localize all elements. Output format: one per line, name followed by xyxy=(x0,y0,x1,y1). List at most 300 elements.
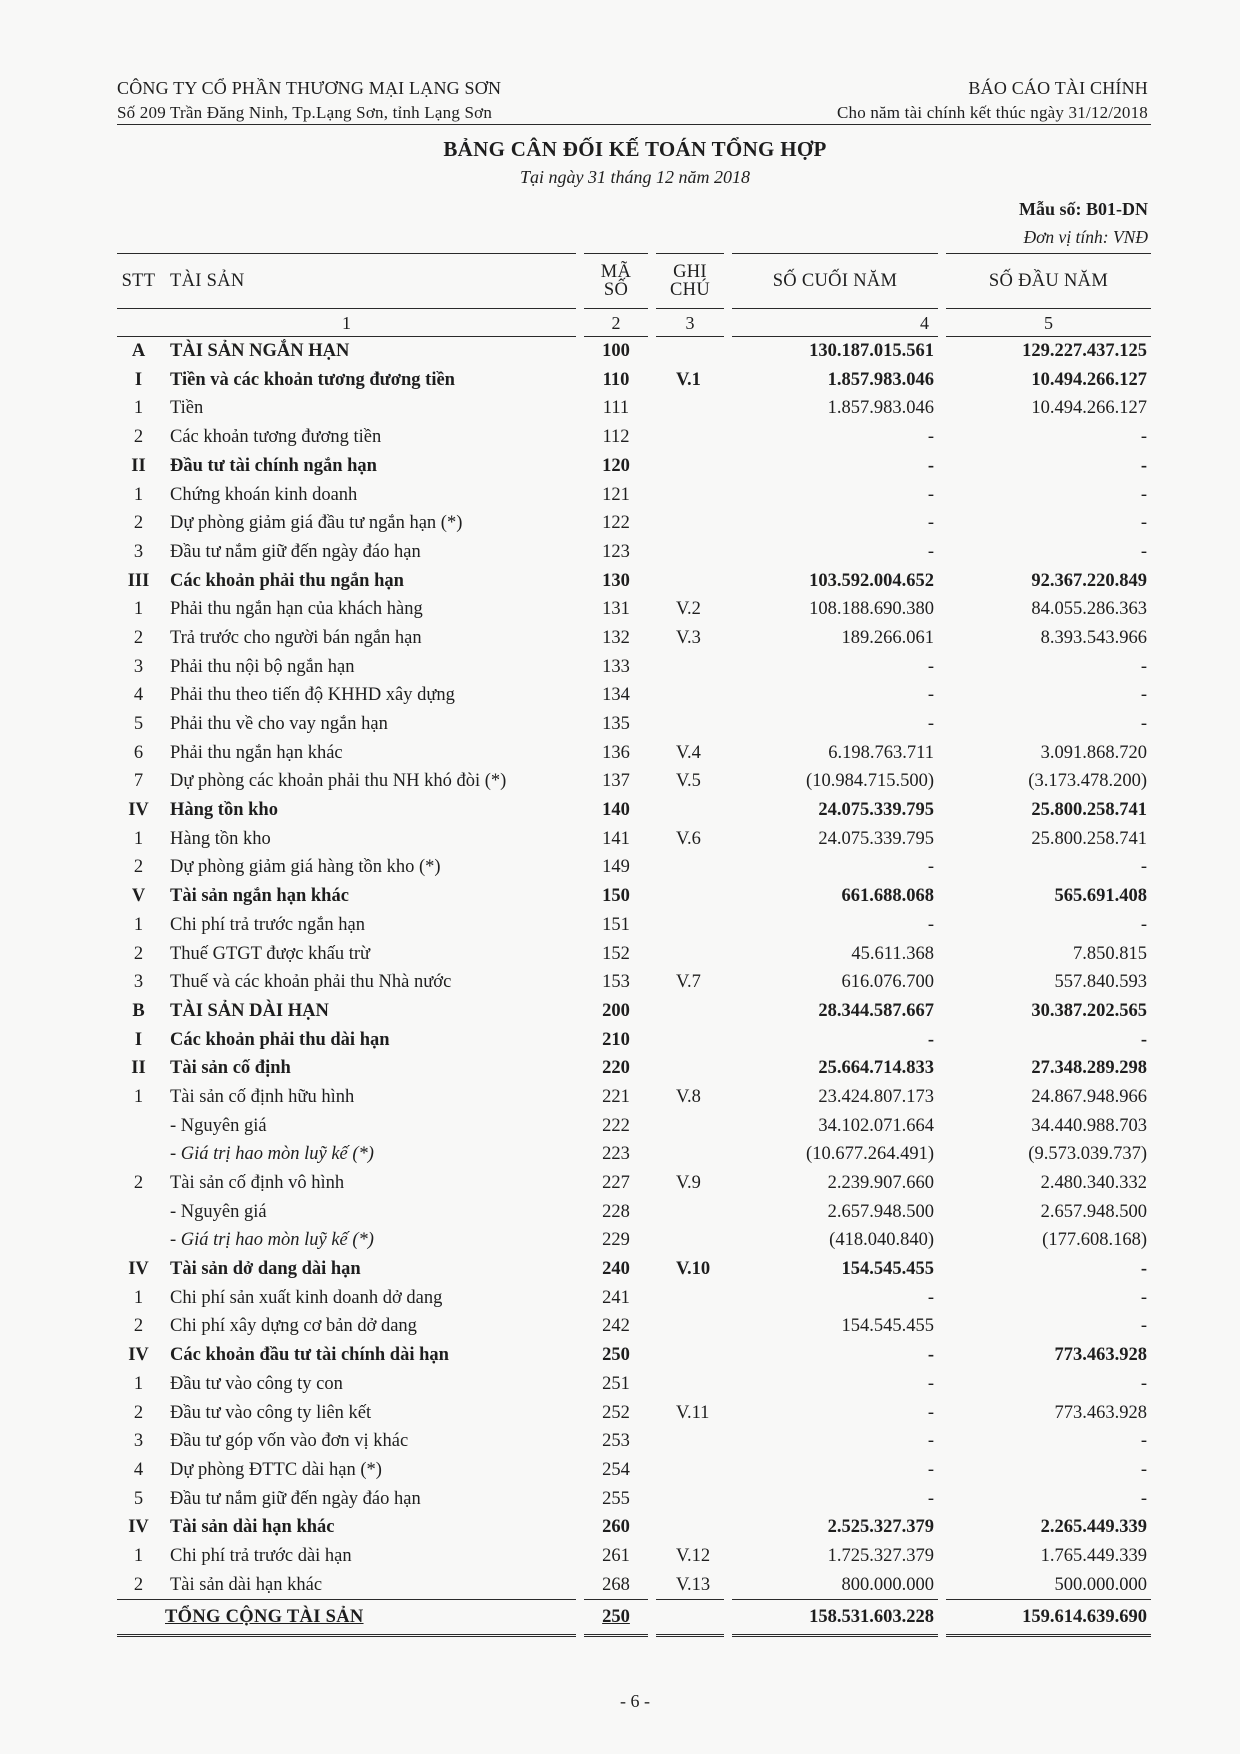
row-label: Tài sản cố định hữu hình xyxy=(170,1086,355,1107)
row-stt: 5 xyxy=(133,714,144,735)
row-begin-year-value: - xyxy=(1140,1259,1147,1280)
report-period: Cho năm tài chính kết thúc ngày 31/12/2018 xyxy=(836,103,1148,122)
column-number-row xyxy=(117,309,1151,337)
company-address: Số 209 Trần Đăng Ninh, Tp.Lạng Sơn, tỉnh Lạng Sơn xyxy=(117,103,493,122)
row-note xyxy=(656,796,724,825)
row-end-year-value: 1.857.983.046 xyxy=(827,369,934,390)
row-note xyxy=(656,1112,724,1141)
row-label: - Giá trị hao mòn luỹ kế (*) xyxy=(170,1230,374,1251)
row-code: 132 xyxy=(602,627,630,648)
row-end-year-value: (418.040.840) xyxy=(829,1230,934,1251)
form-code: Mẫu số: B01-DN xyxy=(1019,199,1148,219)
row-note xyxy=(656,567,724,596)
row-code: 141 xyxy=(602,828,630,849)
row-note xyxy=(656,1513,724,1542)
row-end-year-value: - xyxy=(927,1287,934,1308)
row-code: 100 xyxy=(602,341,630,362)
row-code: 150 xyxy=(602,886,630,907)
row-stt: 1 xyxy=(133,914,144,935)
row-end-year-value: - xyxy=(927,455,934,476)
report-type: BÁO CÁO TÀI CHÍNH xyxy=(968,78,1148,98)
row-end-year-value: 2.239.907.660 xyxy=(827,1173,934,1194)
row-note: V.5 xyxy=(676,771,701,792)
table-row xyxy=(117,1255,1151,1284)
row-note xyxy=(656,997,724,1026)
total-end-year-value: 158.531.603.228 xyxy=(732,1599,938,1637)
column-number: 5 xyxy=(946,309,1151,337)
table-row xyxy=(117,1542,1151,1571)
row-code: 223 xyxy=(602,1144,630,1165)
header-code-line2: SỐ xyxy=(603,280,629,300)
row-code: 250 xyxy=(602,1345,630,1366)
row-code: 134 xyxy=(602,685,630,706)
row-stt xyxy=(117,1112,160,1141)
row-stt: III xyxy=(127,570,150,591)
row-label: Phải thu ngắn hạn khác xyxy=(170,742,343,763)
row-stt: 2 xyxy=(133,1173,144,1194)
row-end-year-value: 661.688.068 xyxy=(841,886,934,907)
row-label: Hàng tồn kho xyxy=(170,828,271,849)
row-begin-year-value: 25.800.258.741 xyxy=(1031,800,1147,821)
table-row xyxy=(117,1571,1151,1600)
row-stt: 1 xyxy=(133,1373,144,1394)
row-note xyxy=(656,538,724,567)
table-row xyxy=(117,710,1151,739)
row-label: Tiền và các khoản tương đương tiền xyxy=(170,369,455,390)
row-note xyxy=(656,1198,724,1227)
row-label: - Nguyên giá xyxy=(170,1201,267,1222)
row-note xyxy=(656,882,724,911)
row-end-year-value: 2.525.327.379 xyxy=(827,1517,934,1538)
row-label: Chi phí trả trước ngắn hạn xyxy=(170,914,365,935)
row-label: Chi phí sản xuất kinh doanh dở dang xyxy=(170,1287,443,1308)
row-code: 227 xyxy=(602,1173,630,1194)
table-row xyxy=(117,653,1151,682)
row-label: Đầu tư vào công ty liên kết xyxy=(170,1402,372,1423)
row-stt: 2 xyxy=(133,943,144,964)
row-stt: 3 xyxy=(133,972,144,993)
total-section xyxy=(117,1599,1151,1637)
row-end-year-value: 154.545.455 xyxy=(841,1259,934,1280)
table-row xyxy=(117,480,1151,509)
table-row xyxy=(117,624,1151,653)
table-row xyxy=(117,1169,1151,1198)
table-row xyxy=(117,1198,1151,1227)
table-row xyxy=(117,567,1151,596)
row-stt: 5 xyxy=(133,1488,144,1509)
row-end-year-value: 189.266.061 xyxy=(841,627,934,648)
row-code: 135 xyxy=(602,714,630,735)
row-note xyxy=(656,452,724,481)
row-stt: IV xyxy=(128,1345,149,1366)
row-end-year-value: 6.198.763.711 xyxy=(828,742,934,763)
row-label: Tài sản ngắn hạn khác xyxy=(170,886,349,907)
row-label: Các khoản đầu tư tài chính dài hạn xyxy=(170,1345,449,1366)
row-label: Đầu tư tài chính ngắn hạn xyxy=(170,455,377,476)
row-label: Đầu tư nắm giữ đến ngày đáo hạn xyxy=(170,541,421,562)
table-row xyxy=(117,1485,1151,1514)
row-code: 122 xyxy=(602,513,630,534)
row-end-year-value: 800.000.000 xyxy=(841,1574,934,1595)
row-end-year-value: - xyxy=(927,1402,934,1423)
row-begin-year-value: - xyxy=(1140,1029,1147,1050)
row-code: 149 xyxy=(602,857,630,878)
row-label: Thuế và các khoản phải thu Nhà nước xyxy=(170,972,452,993)
row-end-year-value: 24.075.339.795 xyxy=(818,800,934,821)
row-label: Trả trước cho người bán ngắn hạn xyxy=(170,627,422,648)
table-row xyxy=(117,911,1151,940)
row-begin-year-value: 84.055.286.363 xyxy=(1031,599,1147,620)
row-stt: B xyxy=(132,1000,145,1021)
column-number: 3 xyxy=(656,309,724,337)
row-end-year-value: 130.187.015.561 xyxy=(809,341,934,362)
row-stt xyxy=(117,1226,160,1255)
row-begin-year-value: 7.850.815 xyxy=(1073,943,1147,964)
row-stt: 3 xyxy=(133,541,144,562)
row-stt: IV xyxy=(128,1517,149,1538)
row-begin-year-value: - xyxy=(1140,685,1147,706)
row-note xyxy=(656,1226,724,1255)
row-begin-year-value: 8.393.543.966 xyxy=(1040,627,1147,648)
row-begin-year-value: - xyxy=(1140,857,1147,878)
table-row xyxy=(117,1054,1151,1083)
row-label: Dự phòng các khoản phải thu NH khó đòi (*) xyxy=(170,771,507,792)
row-note xyxy=(656,1026,724,1055)
row-end-year-value: 1.857.983.046 xyxy=(827,398,934,419)
row-begin-year-value: 2.657.948.500 xyxy=(1040,1201,1147,1222)
row-stt: I xyxy=(134,1029,143,1050)
row-begin-year-value: 27.348.289.298 xyxy=(1031,1058,1147,1079)
row-code: 268 xyxy=(602,1574,630,1595)
row-note xyxy=(656,1456,724,1485)
row-begin-year-value: - xyxy=(1140,484,1147,505)
row-code: 210 xyxy=(602,1029,630,1050)
row-label: Chứng khoán kinh doanh xyxy=(170,484,358,505)
row-begin-year-value: 92.367.220.849 xyxy=(1031,570,1147,591)
row-end-year-value: 616.076.700 xyxy=(841,972,934,993)
row-code: 242 xyxy=(602,1316,630,1337)
row-note: V.13 xyxy=(676,1574,711,1595)
row-label: Chi phí xây dựng cơ bản dở dang xyxy=(170,1316,417,1337)
table-row xyxy=(117,1398,1151,1427)
row-stt: 4 xyxy=(133,685,144,706)
row-stt: 2 xyxy=(133,427,144,448)
row-label: Phải thu về cho vay ngắn hạn xyxy=(170,714,388,735)
header-stt-item xyxy=(117,253,576,309)
header-note xyxy=(656,253,724,309)
table-row xyxy=(117,423,1151,452)
table-row xyxy=(117,1427,1151,1456)
row-end-year-value: 28.344.587.667 xyxy=(818,1000,934,1021)
row-stt: 2 xyxy=(133,1402,144,1423)
table-row xyxy=(117,997,1151,1026)
row-end-year-value: - xyxy=(927,1459,934,1480)
row-stt xyxy=(117,1198,160,1227)
row-note xyxy=(656,337,724,366)
row-code: 254 xyxy=(602,1459,630,1480)
row-code: 112 xyxy=(602,427,630,448)
row-note xyxy=(656,423,724,452)
row-begin-year-value: - xyxy=(1140,455,1147,476)
column-number: 1 xyxy=(117,309,576,337)
row-code: 121 xyxy=(602,484,630,505)
row-begin-year-value: - xyxy=(1140,541,1147,562)
row-note: V.6 xyxy=(676,828,701,849)
row-code: 123 xyxy=(602,541,630,562)
row-end-year-value: (10.677.264.491) xyxy=(806,1144,934,1165)
row-code: 133 xyxy=(602,656,630,677)
row-stt: I xyxy=(134,369,143,390)
table-row xyxy=(117,509,1151,538)
row-stt: 1 xyxy=(133,599,144,620)
row-note xyxy=(656,681,724,710)
row-code: 152 xyxy=(602,943,630,964)
row-note xyxy=(656,1054,724,1083)
row-begin-year-value: 557.840.593 xyxy=(1054,972,1147,993)
total-code: 250 xyxy=(584,1599,648,1637)
row-note xyxy=(656,480,724,509)
row-begin-year-value: (9.573.039.737) xyxy=(1028,1144,1147,1165)
column-number: 4 xyxy=(732,309,938,337)
row-label: - Nguyên giá xyxy=(170,1115,267,1136)
table-row xyxy=(117,1112,1151,1141)
row-end-year-value: 34.102.071.664 xyxy=(818,1115,934,1136)
row-stt: 1 xyxy=(133,1086,144,1107)
row-end-year-value: - xyxy=(927,685,934,706)
row-label: Đầu tư nắm giữ đến ngày đáo hạn xyxy=(170,1488,421,1509)
row-label: Dự phòng giảm giá hàng tồn kho (*) xyxy=(170,857,441,878)
row-label: Chi phí trả trước dài hạn xyxy=(170,1545,352,1566)
row-end-year-value: - xyxy=(927,484,934,505)
row-note: V.11 xyxy=(676,1402,710,1423)
table-row xyxy=(117,1226,1151,1255)
currency-unit: Đơn vị tính: VNĐ xyxy=(1023,227,1148,247)
row-begin-year-value: 30.387.202.565 xyxy=(1031,1000,1147,1021)
row-code: 200 xyxy=(602,1000,630,1021)
row-begin-year-value: 773.463.928 xyxy=(1054,1345,1147,1366)
row-label: TÀI SẢN NGẮN HẠN xyxy=(170,341,350,362)
row-code: 136 xyxy=(602,742,630,763)
row-stt: 2 xyxy=(133,627,144,648)
table-row xyxy=(117,452,1151,481)
table-row xyxy=(117,739,1151,768)
table-row xyxy=(117,1083,1151,1112)
header-rule xyxy=(117,124,1151,125)
row-stt: 2 xyxy=(133,1574,144,1595)
column-number: 2 xyxy=(584,309,648,337)
table-row xyxy=(117,767,1151,796)
row-stt: 2 xyxy=(133,1316,144,1337)
row-stt: II xyxy=(131,455,146,476)
row-stt: IV xyxy=(128,1259,149,1280)
row-end-year-value: 154.545.455 xyxy=(841,1316,934,1337)
page-title: BẢNG CÂN ĐỐI KẾ TOÁN TỔNG HỢP xyxy=(443,137,827,161)
row-label: Tài sản dài hạn khác xyxy=(170,1517,335,1538)
row-code: 241 xyxy=(602,1287,630,1308)
row-code: 130 xyxy=(602,570,630,591)
row-code: 260 xyxy=(602,1517,630,1538)
row-label: Tài sản dở dang dài hạn xyxy=(170,1259,361,1280)
balance-sheet-table xyxy=(109,253,1159,1637)
row-label: Hàng tồn kho xyxy=(170,800,278,821)
table-row xyxy=(117,882,1151,911)
row-code: 240 xyxy=(602,1259,630,1280)
row-note xyxy=(656,1427,724,1456)
row-begin-year-value: - xyxy=(1140,1431,1147,1452)
row-stt: V xyxy=(131,886,146,907)
row-begin-year-value: 1.765.449.339 xyxy=(1040,1545,1147,1566)
row-begin-year-value: 34.440.988.703 xyxy=(1031,1115,1147,1136)
row-end-year-value: - xyxy=(927,513,934,534)
table-row xyxy=(117,366,1151,395)
row-stt: 3 xyxy=(133,1431,144,1452)
row-begin-year-value: 773.463.928 xyxy=(1054,1402,1147,1423)
row-label: Tài sản cố định xyxy=(170,1058,291,1079)
page-subtitle: Tại ngày 31 tháng 12 năm 2018 xyxy=(519,167,750,187)
table-row xyxy=(117,825,1151,854)
row-label: Các khoản tương đương tiền xyxy=(170,427,382,448)
row-code: 261 xyxy=(602,1545,630,1566)
row-end-year-value: 2.657.948.500 xyxy=(827,1201,934,1222)
row-stt: 2 xyxy=(133,513,144,534)
row-end-year-value: - xyxy=(927,1488,934,1509)
row-begin-year-value: - xyxy=(1140,1316,1147,1337)
row-stt: 6 xyxy=(133,742,144,763)
row-end-year-value: 103.592.004.652 xyxy=(809,570,934,591)
row-code: 111 xyxy=(602,398,630,419)
row-end-year-value: 45.611.368 xyxy=(851,943,934,964)
row-note xyxy=(656,1140,724,1169)
row-begin-year-value: (177.608.168) xyxy=(1042,1230,1147,1251)
row-begin-year-value: - xyxy=(1140,1287,1147,1308)
row-label: Thuế GTGT được khấu trừ xyxy=(170,943,371,964)
table-row xyxy=(117,337,1151,366)
asset-rows xyxy=(117,337,1151,1599)
row-begin-year-value: - xyxy=(1140,656,1147,677)
row-begin-year-value: (3.173.478.200) xyxy=(1028,771,1147,792)
row-label: Dự phòng ĐTTC dài hạn (*) xyxy=(170,1459,382,1480)
table-row xyxy=(117,939,1151,968)
row-note xyxy=(656,1312,724,1341)
row-stt: II xyxy=(131,1058,146,1079)
table-row xyxy=(117,1341,1151,1370)
row-code: 222 xyxy=(602,1115,630,1136)
page-number: - 6 - xyxy=(620,1691,650,1711)
row-code: 151 xyxy=(602,914,630,935)
total-begin-year-value: 159.614.639.690 xyxy=(946,1599,1151,1637)
table-row xyxy=(117,538,1151,567)
row-code: 140 xyxy=(602,800,630,821)
row-end-year-value: 23.424.807.173 xyxy=(818,1086,934,1107)
row-stt: 1 xyxy=(133,484,144,505)
row-stt: 1 xyxy=(133,398,144,419)
row-begin-year-value: - xyxy=(1140,1373,1147,1394)
header-item: TÀI SẢN xyxy=(170,270,245,291)
row-note: V.10 xyxy=(676,1259,711,1280)
row-label: Phải thu nội bộ ngắn hạn xyxy=(170,656,355,677)
header-note-line2: CHÚ xyxy=(670,280,710,300)
table-row xyxy=(117,968,1151,997)
row-label: Phải thu ngắn hạn của khách hàng xyxy=(170,599,423,620)
row-code: 137 xyxy=(602,771,630,792)
row-begin-year-value: - xyxy=(1140,914,1147,935)
row-begin-year-value: 2.265.449.339 xyxy=(1040,1517,1147,1538)
row-note xyxy=(656,911,724,940)
table-row xyxy=(117,681,1151,710)
row-stt: A xyxy=(131,341,146,362)
table-row xyxy=(117,1026,1151,1055)
row-note xyxy=(656,509,724,538)
row-begin-year-value: 3.091.868.720 xyxy=(1040,742,1147,763)
row-begin-year-value: 2.480.340.332 xyxy=(1040,1173,1147,1194)
table-row xyxy=(117,1312,1151,1341)
row-label: Dự phòng giảm giá đầu tư ngắn hạn (*) xyxy=(170,513,463,534)
table-row xyxy=(117,1370,1151,1399)
row-begin-year-value: 500.000.000 xyxy=(1054,1574,1147,1595)
row-stt: 1 xyxy=(133,1545,144,1566)
table-row xyxy=(117,595,1151,624)
row-begin-year-value: 24.867.948.966 xyxy=(1031,1086,1147,1107)
row-code: 120 xyxy=(602,455,630,476)
row-end-year-value: 1.725.327.379 xyxy=(827,1545,934,1566)
row-stt: IV xyxy=(128,800,149,821)
row-code: 252 xyxy=(602,1402,630,1423)
row-code: 251 xyxy=(602,1373,630,1394)
row-label: Tài sản dài hạn khác xyxy=(170,1574,323,1595)
row-end-year-value: - xyxy=(927,541,934,562)
row-note xyxy=(656,853,724,882)
table-row xyxy=(117,394,1151,423)
row-code: 228 xyxy=(602,1201,630,1222)
row-end-year-value: - xyxy=(927,857,934,878)
row-note xyxy=(656,939,724,968)
total-row xyxy=(117,1599,1151,1637)
table-row xyxy=(117,1140,1151,1169)
table-row xyxy=(117,853,1151,882)
row-stt: 1 xyxy=(133,828,144,849)
row-label: Các khoản phải thu dài hạn xyxy=(170,1029,390,1050)
total-label: TỔNG CỘNG TÀI SẢN xyxy=(117,1599,576,1637)
row-begin-year-value: 129.227.437.125 xyxy=(1022,341,1147,362)
row-end-year-value: - xyxy=(927,427,934,448)
row-label: Các khoản phải thu ngắn hạn xyxy=(170,570,404,591)
row-begin-year-value: 10.494.266.127 xyxy=(1031,369,1147,390)
row-code: 255 xyxy=(602,1488,630,1509)
row-note: V.4 xyxy=(676,742,701,763)
row-code: 229 xyxy=(602,1230,630,1251)
row-label: Đầu tư góp vốn vào đơn vị khác xyxy=(170,1431,409,1452)
row-end-year-value: - xyxy=(927,914,934,935)
row-label: - Giá trị hao mòn luỹ kế (*) xyxy=(170,1144,374,1165)
row-note xyxy=(656,653,724,682)
table-row xyxy=(117,1284,1151,1313)
row-stt: 4 xyxy=(133,1459,144,1480)
row-begin-year-value: 10.494.266.127 xyxy=(1031,398,1147,419)
row-stt xyxy=(117,1140,160,1169)
row-begin-year-value: - xyxy=(1140,513,1147,534)
row-begin-year-value: - xyxy=(1140,1459,1147,1480)
row-note xyxy=(656,1370,724,1399)
row-note: V.8 xyxy=(676,1086,701,1107)
row-code: 153 xyxy=(602,972,630,993)
row-stt: 3 xyxy=(133,656,144,677)
row-end-year-value: 25.664.714.833 xyxy=(818,1058,934,1079)
row-note: V.7 xyxy=(676,972,701,993)
row-stt: 1 xyxy=(133,1287,144,1308)
row-end-year-value: - xyxy=(927,656,934,677)
row-note xyxy=(656,394,724,423)
row-label: Đầu tư vào công ty con xyxy=(170,1373,343,1394)
